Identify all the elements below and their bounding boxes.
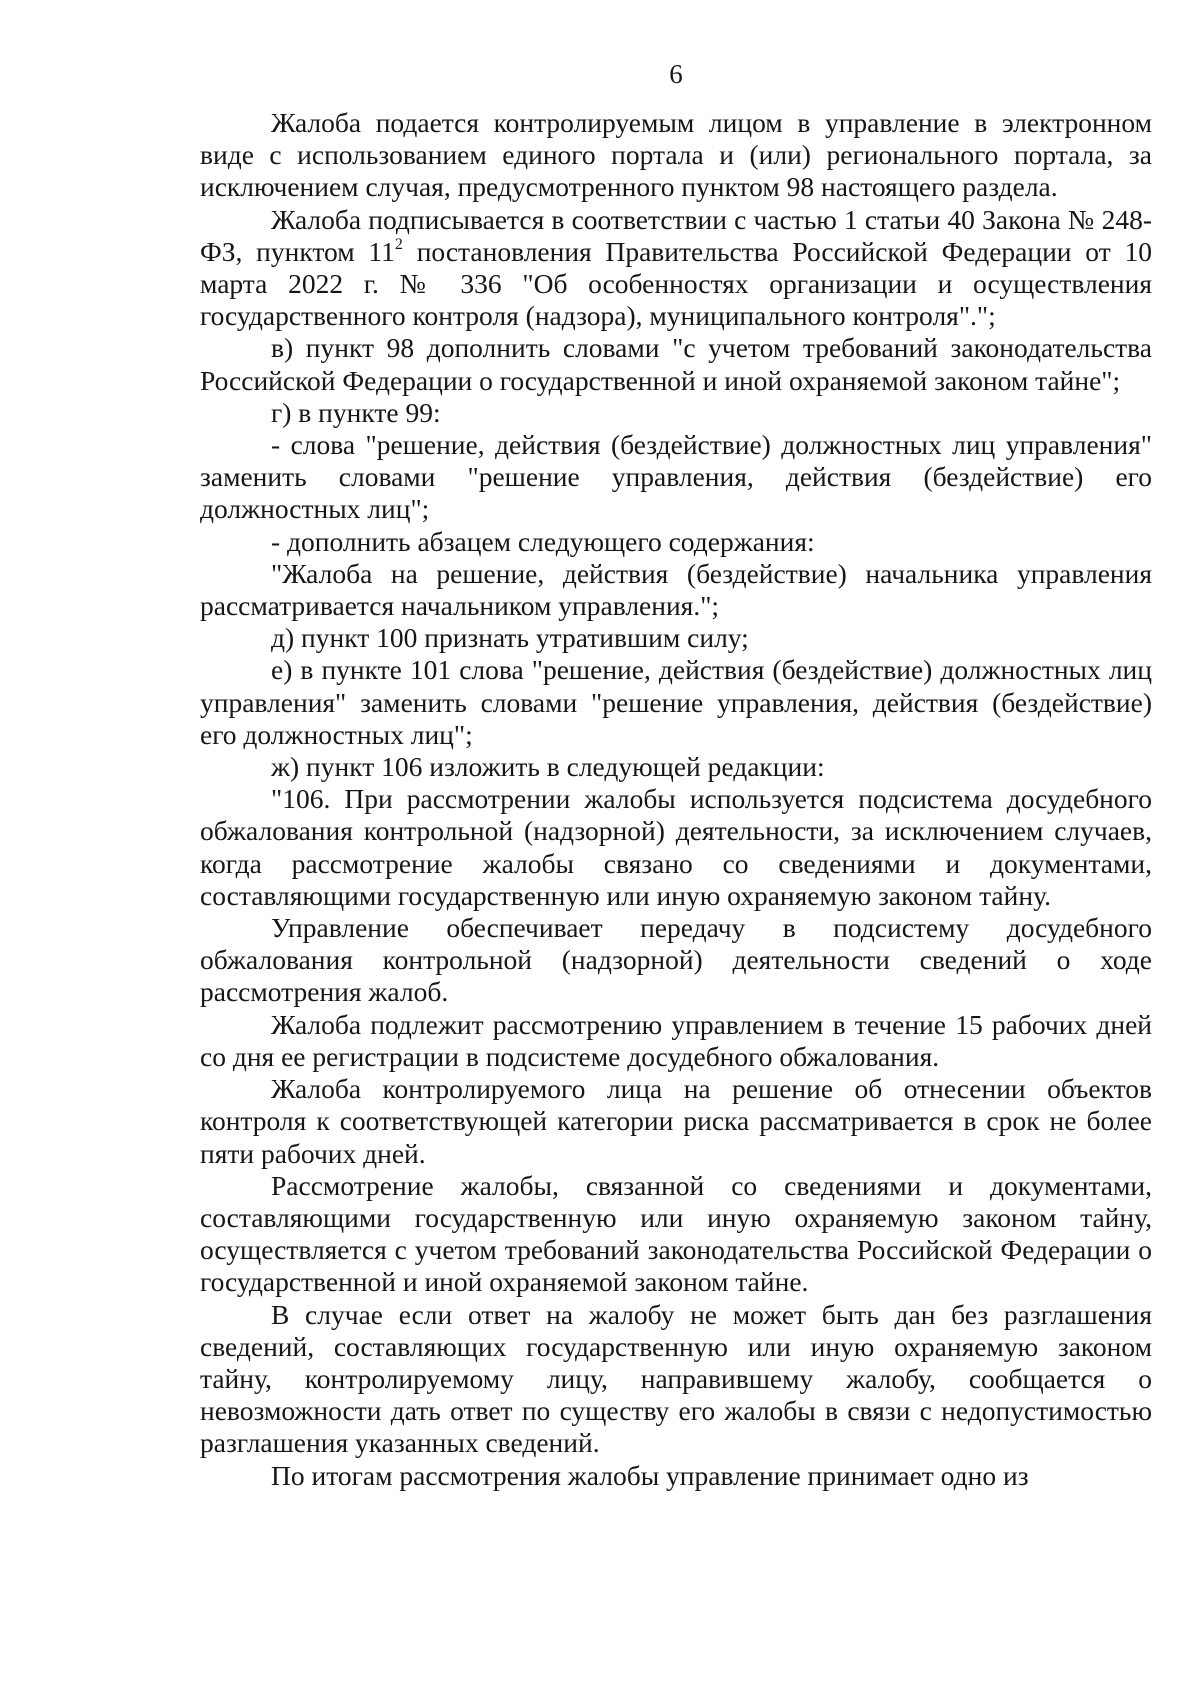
paragraph: - дополнить абзацем следующего содержания: (271, 525, 815, 557)
paragraph: "Жалоба на решение, действия (бездействие) начальника управления рассматривается начальником управления."; (200, 557, 1152, 622)
text-span: постановления Правительства Российской Федерации от 10 марта 2022 г. № 336 "Об особенностях организации и осуществления государственного контроля (надзора), муниципального контроля"."; (200, 235, 1152, 332)
page-number: 6 (669, 59, 683, 89)
paragraph: По итогам рассмотрения жалобы управление принимает одно из (271, 1459, 1029, 1491)
superscript: 2 (394, 235, 403, 253)
paragraph: е) в пункте 101 слова "решение, действия (бездействие) должностных лиц управления" заменить словами "решение управления, действия (бездействие) его должностных лиц"; (200, 654, 1152, 750)
paragraph: Жалоба подается контролируемым лицом в управление в электронном виде с использованием единого портала и (или) регионального портала, за исключением случая, предусмотренного пунктом 98 настоящего раздела. (200, 107, 1152, 203)
paragraph: - слова "решение, действия (бездействие) должностных лиц управления" заменить словами "решение управления, действия (бездействие) его должностных лиц"; (200, 429, 1152, 525)
paragraph: Рассмотрение жалобы, связанной со сведениями и документами, составляющими государственную или иную охраняемую законом тайну, осуществляется с учетом требований законодательства Российской Федерации о государственной и иной охраняемой законом тайне. (200, 1169, 1152, 1298)
paragraph: в) пункт 98 дополнить словами "с учетом требований законодательства Российской Федерации о государственной и иной охраняемой законом тайне"; (200, 332, 1152, 396)
paragraph: г) в пункте 99: (271, 396, 441, 428)
paragraph: Жалоба контролируемого лица на решение об отнесении объектов контроля к соответствующей категории риска рассматривается в срок не более пяти рабочих дней. (200, 1073, 1152, 1169)
paragraph: В случае если ответ на жалобу не может быть дан без разглашения сведений, составляющих государственную или иную охраняемую законом тайну, контролируемому лицу, направившему жалобу, сообщается о невозможности дать ответ по существу его жалобы в связи с недопустимостью разглашения указанных сведений. (200, 1298, 1152, 1459)
paragraph: д) пункт 100 признать утратившим силу; (271, 622, 749, 654)
paragraph: "106. При рассмотрении жалобы используется подсистема досудебного обжалования контрольной (надзорной) деятельности, за исключением случаев, когда рассмотрение жалобы связано со сведениями и документами, составляющими государственную или иную охраняемую законом тайну. (200, 783, 1152, 911)
paragraph: ж) пункт 106 изложить в следующей редакции: (271, 751, 825, 783)
paragraph: Управление обеспечивает передачу в подсистему досудебного обжалования контрольной (надзорной) деятельности сведений о ходе рассмотрения жалоб. (200, 912, 1152, 1008)
paragraph-signature-rule (200, 204, 1152, 333)
text-span: Жалоба подписывается в соответствии с частью 1 статьи 40 Закона № 248-ФЗ, пунктом 11 (200, 203, 1152, 267)
document-page (200, 58, 1152, 1492)
paragraph: Жалоба подлежит рассмотрению управлением в течение 15 рабочих дней со дня ее регистрации в подсистеме досудебного обжалования. (200, 1008, 1152, 1072)
